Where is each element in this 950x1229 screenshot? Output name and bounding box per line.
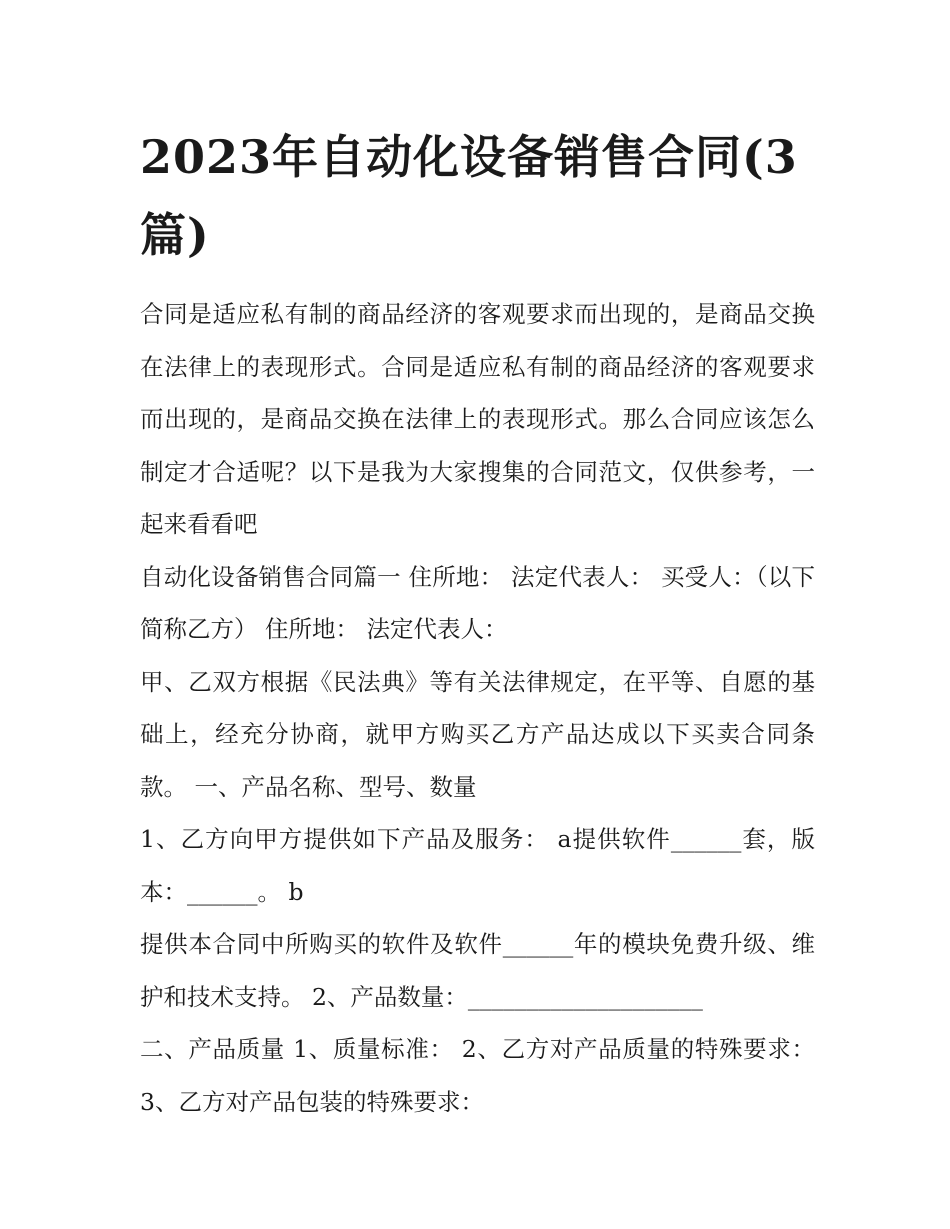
- agreement-paragraph: 甲、乙双方根据《民法典》等有关法律规定，在平等、自愿的基础上，经充分协商，就甲方购买乙方产品达成以下买卖合同条款。 一、产品名称、型号、数量: [140, 667, 815, 801]
- intro-paragraph: 合同是适应私有制的商品经济的客观要求而出现的，是商品交换在法律上的表现形式。合同是适应私有制的商品经济的客观要求而出现的，是商品交换在法律上的表现形式。那么合同应该怎么制定才合适呢？以下是我为大家搜集的合同范文，仅供参考，一起来看看吧: [140, 300, 815, 538]
- document-body: [140, 288, 815, 1128]
- quality-paragraph: 二、产品质量 1、质量标准： 2、乙方对产品质量的特殊要求： 3、乙方对产品包装的特殊要求：: [140, 1035, 815, 1116]
- document-title: 2023年自动化设备销售合同(3篇): [140, 130, 798, 262]
- document-page: [140, 118, 815, 1128]
- product-services-paragraph: 1、乙方向甲方提供如下产品及服务： a提供软件______套，版本：______。 b: [140, 825, 815, 906]
- parties-paragraph: 自动化设备销售合同篇一 住所地： 法定代表人： 买受人：（以下简称乙方） 住所地： 法定代表人：: [140, 562, 815, 643]
- software-support-paragraph: 提供本合同中所购买的软件及软件______年的模块免费升级、维护和技术支持。 2、产品数量：____________________: [140, 930, 815, 1011]
